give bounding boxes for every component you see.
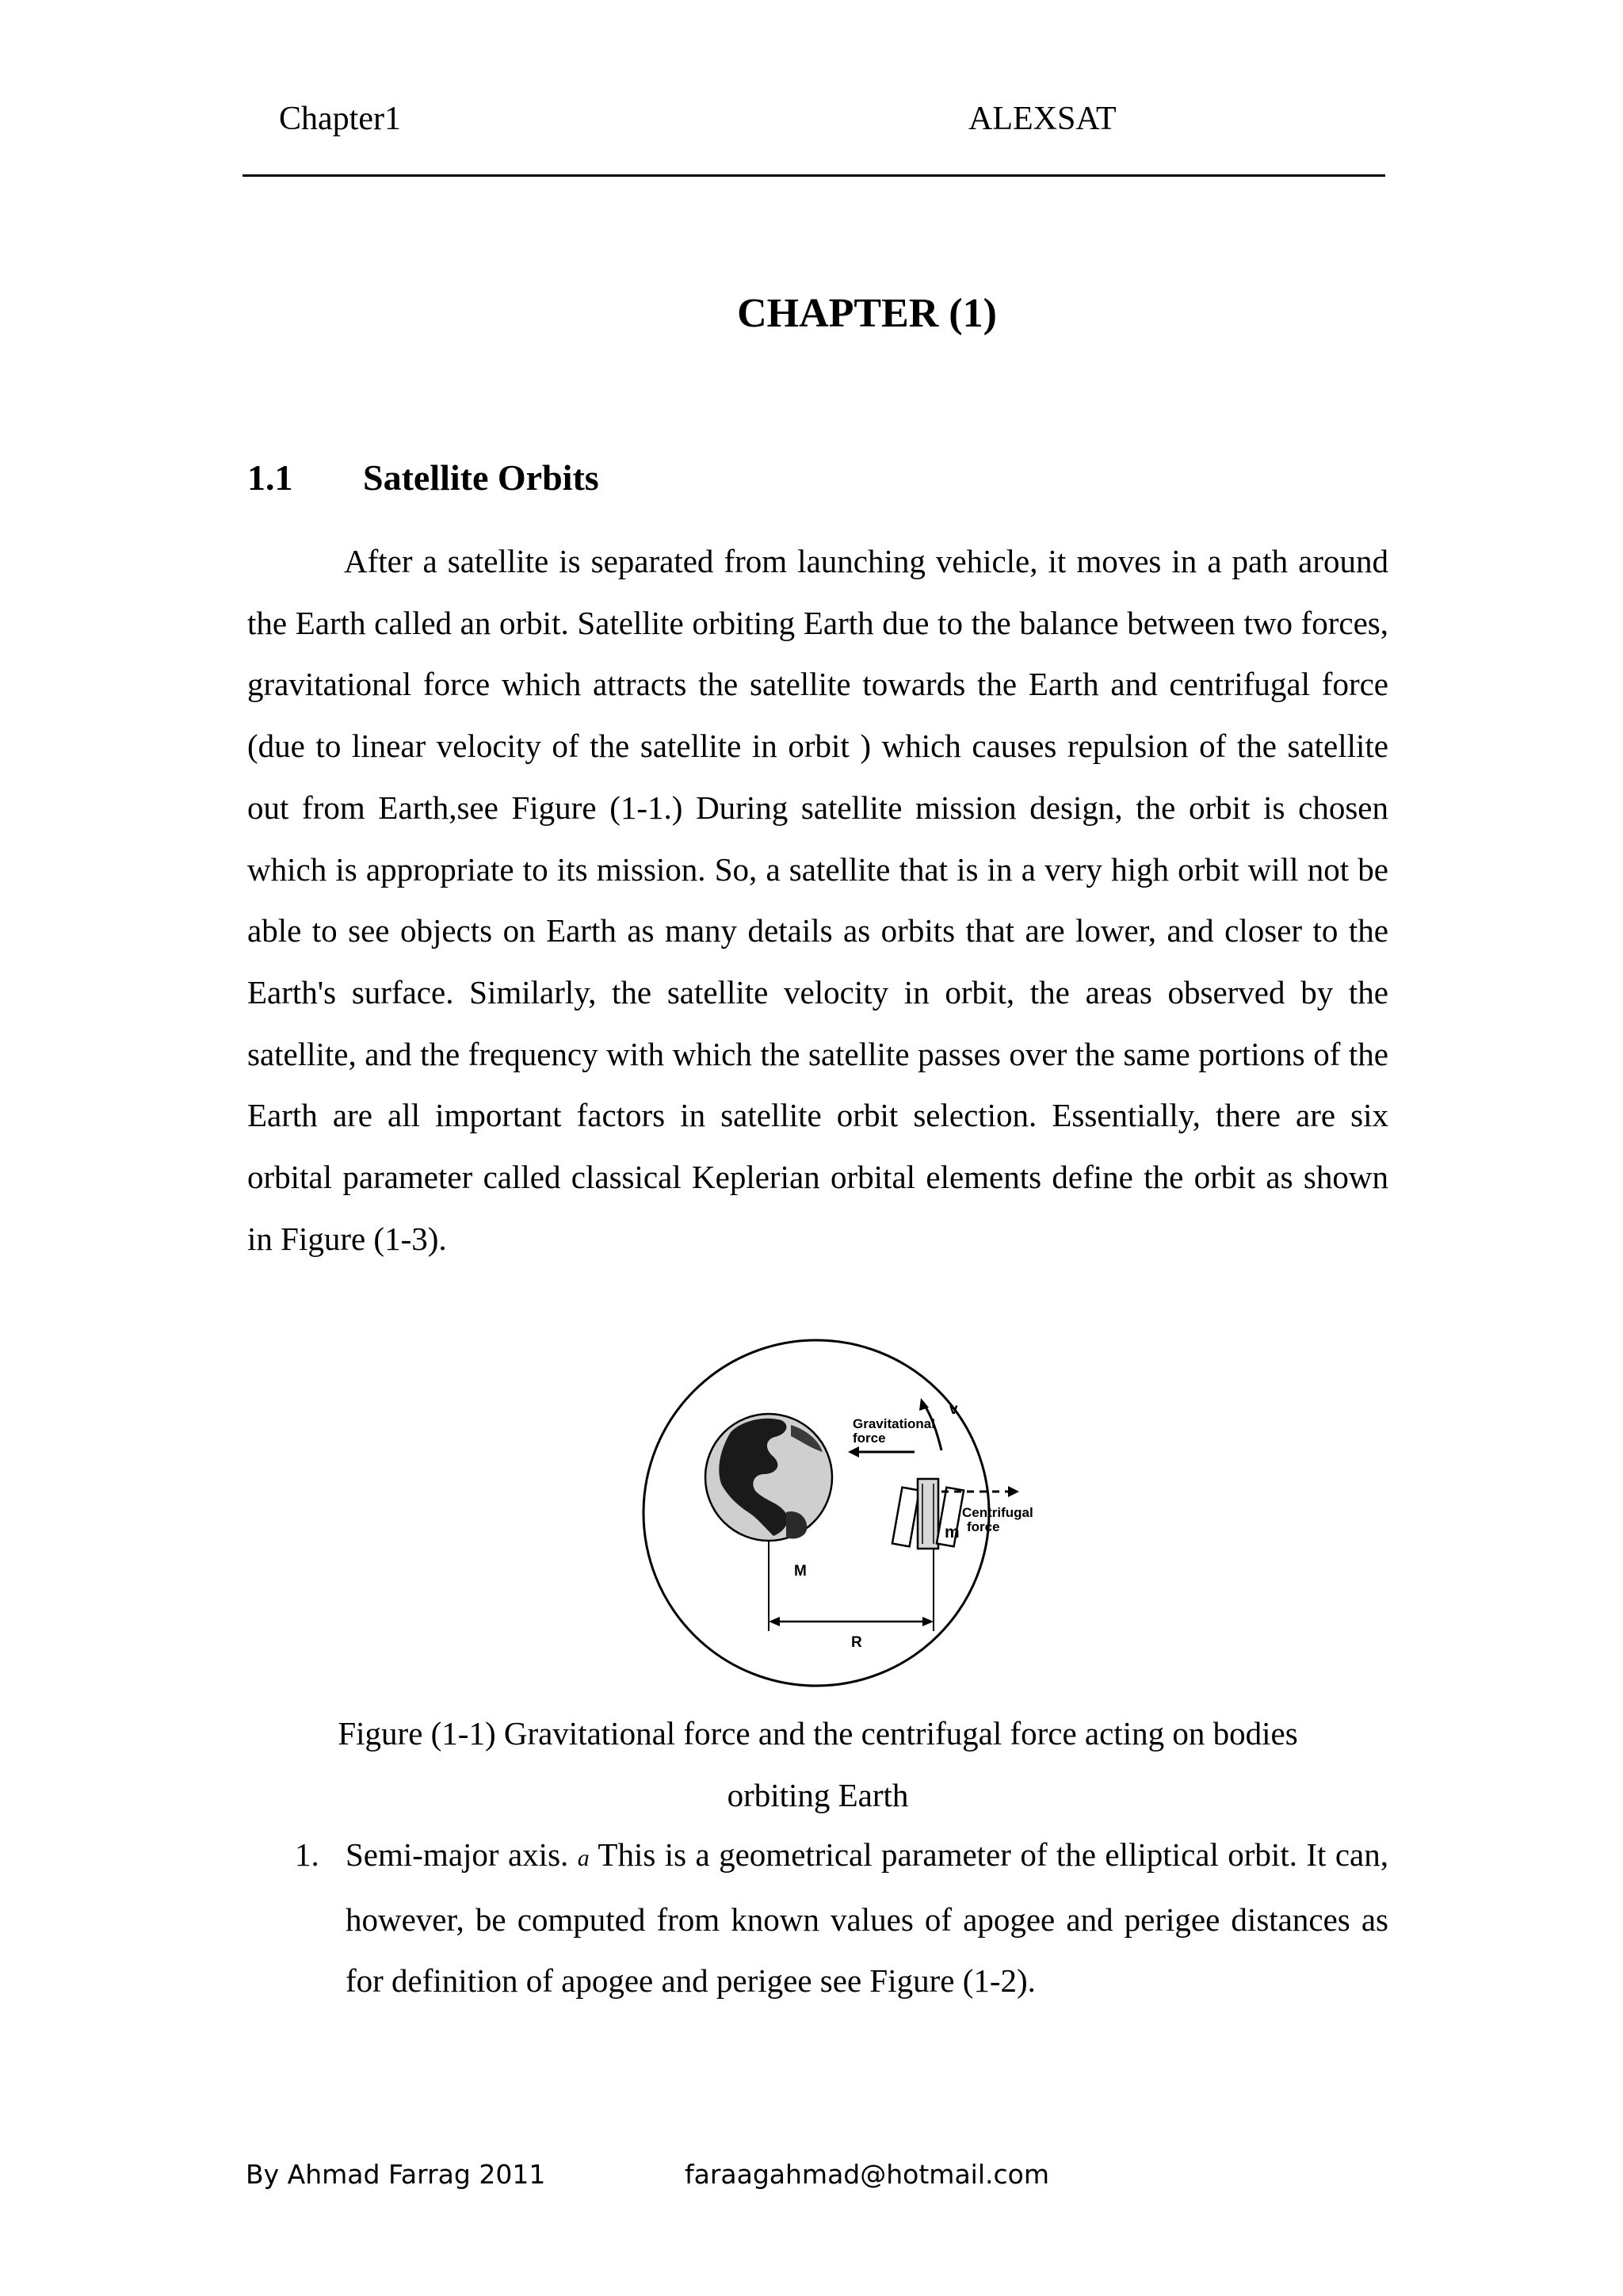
earth-mass-label: M (794, 1563, 807, 1580)
header-chapter-label: Chapter1 (279, 101, 401, 137)
list-item-lead: Semi-major axis. (346, 1836, 569, 1873)
header-rule (242, 174, 1385, 177)
list-item (247, 1824, 1388, 2012)
list-item-text: This is a geometrical parameter of the elliptical orbit. It can, however, be computed from known values of apogee and perigee distances as for definition of apogee and perigee see Figure (1-2). (346, 1836, 1388, 1999)
list-item-number: 1. (295, 1836, 319, 1873)
gravitational-force-label-line1: Gravitational (853, 1416, 935, 1431)
body-paragraph: After a satellite is separated from launching vehicle, it moves in a path around the Earth called an orbit. Satellite orbiting Earth due to the balance between two forces, gravitational force which attracts the satellite towards the Earth and centrifugal force (due to linear velocity of the satellite in orbit ) which causes repulsion of the satellite out from Earth,see Figure (1-1.) During satellite mission design, the orbit is chosen which is appropriate to its mission. So, a satellite that is in a very high orbit will not be able to see objects on Earth as many details as orbits that are lower, and closer to the Earth's surface. Similarly, the satellite velocity in orbit, the areas observed by the satellite, and the frequency with which the satellite passes over the same portions of the Earth are all important factors in satellite orbit selection. Essentially, there are six orbital parameter called classical Keplerian orbital elements define the orbit as shown in Figure (1-3). (247, 543, 1388, 1257)
chapter-title: CHAPTER (1) (737, 291, 997, 336)
velocity-label: v (949, 1401, 958, 1418)
gravitational-force-label-line2: force (853, 1431, 886, 1446)
orbital-elements-list (247, 1824, 1388, 2012)
footer-author: By Ahmad Farrag 2011 (246, 2159, 546, 2190)
earth-globe (705, 1414, 832, 1541)
orbit-diagram (586, 1333, 1062, 1698)
section-heading (247, 457, 599, 499)
satellite-mass-label: m (945, 1523, 960, 1541)
figure-caption-line2: orbiting Earth (727, 1777, 909, 1813)
list-item-symbol: a (577, 1845, 590, 1871)
footer-email: faraagahmad@hotmail.com (685, 2159, 1049, 2190)
section-number: 1.1 (247, 457, 293, 498)
figure-caption-line1: Figure (1-1) Gravitational force and the centrifugal force acting on bodies (338, 1715, 1298, 1752)
orbit-figure (586, 1333, 1062, 1698)
header-project-label: ALEXSAT (968, 101, 1117, 137)
section-title: Satellite Orbits (363, 457, 599, 498)
figure-caption (247, 1702, 1388, 1826)
centrifugal-force-label-line1: Centrifugal (962, 1505, 1033, 1520)
radius-label: R (851, 1634, 862, 1651)
centrifugal-force-label-line2: force (967, 1519, 1000, 1534)
